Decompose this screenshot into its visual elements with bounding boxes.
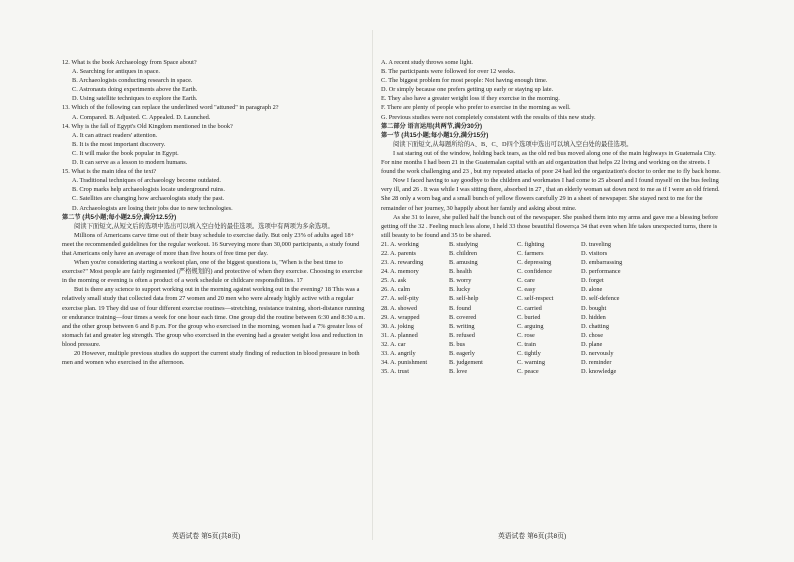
option-cell: 25. A. ask — [381, 277, 407, 285]
text-line: A. Compared. B. Adjusted. C. Appealed. D. Launched. — [72, 113, 211, 121]
option-cell: D. embarrassing — [581, 259, 623, 267]
option-cell: 24. A. memory — [381, 268, 419, 276]
text-line: 阅读下面短文,从短文后的选项中选出可以填入空白处的最佳选项。选项中有两项为多余选项。 — [74, 222, 334, 230]
text-line: C. Astronauts doing experiments above the Earth. — [72, 86, 198, 94]
text-line: Millions of Americans carve time out of their busy schedule to exercise daily. But only 23% of adults aged 18+ meet the recommended guidelines for the regular workout. 16 Surveying more than 30,000 participants, a study found that Americans only have an average of more than five hours of free time per day. — [62, 231, 360, 257]
option-cell: 27. A. self-pity — [381, 295, 419, 303]
option-cell: B. found — [449, 304, 472, 312]
right-page-column — [381, 58, 721, 376]
text-line: G. Previous studies were not completely consistent with the results of this new study. — [381, 113, 596, 121]
text-line: B. Archaeologists conducting research in space. — [72, 77, 193, 85]
option-cell: B. covered — [449, 313, 477, 321]
text-line: A. Traditional techniques of archaeology become outdated. — [72, 177, 221, 185]
option-cell: C. arguing — [517, 322, 544, 330]
option-cell: B. health — [449, 268, 472, 276]
option-cell: 30. A. joking — [381, 322, 414, 330]
text-line: A. Searching for antiques in space. — [72, 68, 160, 76]
option-cell: C. train — [517, 340, 536, 348]
footer-page-5: 英语试卷 第5页(共8页) — [172, 533, 241, 540]
option-cell: B. refused — [449, 331, 475, 339]
cloze-options-table — [381, 240, 721, 376]
option-cell: B. children — [449, 249, 477, 257]
text-line: 阅读下面短文,从每题所给的A、B、C、D四个选项中选出可以填入空白处的最佳选项。 — [393, 140, 633, 148]
option-cell: D. reminder — [581, 359, 612, 367]
option-cell: C. self-respect — [517, 295, 554, 303]
text-line: Now I faced having to say goodbye to the children and workmates I had come to 25 aboard and I found myself on the bus feeling very ill, and 26 . It was while I was sitting there, absorbed in 27 , that an elderly woman sat down next to me as if I were an old friend. She 28 only a worn bag and a small bunch of yellow flowers carefully 29 in a sheet of newspaper. She stayed next to me for the remainder of her journey, 30 happily about her family and asking about mine. — [381, 177, 720, 212]
text-line: 第一节 (共15小题;每小题1分,满分15分) — [381, 131, 489, 139]
option-cell: C. warning — [517, 359, 545, 367]
footer-page-6: 英语试卷 第6页(共8页) — [498, 533, 567, 540]
option-cell: D. visitors — [581, 249, 608, 257]
text-line: F. There are plenty of people who prefer to exercise in the morning as well. — [381, 104, 571, 112]
text-line: D. Archaeologists are losing their jobs due to new technologies. — [72, 204, 233, 212]
option-cell: 31. A. planned — [381, 331, 418, 339]
option-cell: B. eagerly — [449, 350, 475, 357]
option-cell: 26. A. calm — [381, 286, 411, 294]
text-line: E. They also have a greater weight loss if they exercise in the morning. — [381, 95, 560, 103]
option-cell: B. bus — [449, 340, 466, 348]
text-line: B. The participants were followed for over 12 weeks. — [381, 68, 516, 76]
text-line: When you're considering starting a workout plan, one of the biggest questions is, "When is the best time to exercise?" Most people are fairly regimented (严格规划的) and protective of when they exercise. Choosing to exercise in the morning or evening is often a product of a work schedule or childcare responsibilities. 17 — [62, 259, 363, 285]
option-cell: D. self-defence — [581, 295, 620, 303]
option-cell: C. buried — [517, 313, 541, 321]
option-cell: B. worry — [449, 277, 472, 285]
text-line: C. It will make the book popular in Egypt. — [72, 149, 179, 157]
text-line: But is there any science to support working out in the morning against working out in the evening? 18 This was a relatively small study that collected data from 27 women and 20 men who were already highly active with a regular exercise plan. 19 They did use of four different exercise routines—stretching, resistance training, short-distance running or endurance training—four times a week for one hour each time. One group did the routine between 6:30 and 8:30 a.m. and the other group between 6 and 8 p.m. For the group who exercised in the morning, women had a 7% greater loss of stomach fat and greater leg strength. The group who exercised in the evening had a greater weight loss and reduction in blood pressure. — [62, 286, 366, 348]
text-line: B. It is the most important discovery. — [72, 140, 166, 148]
option-cell: D. traveling — [581, 240, 612, 248]
option-cell: D. chose — [581, 331, 604, 339]
option-cell: D. bought — [581, 304, 607, 312]
text-line: A. A recent study throws some light. — [381, 59, 473, 66]
option-cell: C. fighting — [517, 240, 545, 248]
option-cell: 33. A. angrily — [381, 350, 416, 357]
option-cell: B. amusing — [449, 259, 478, 267]
text-line: I sat staring out of the window, holding back tears, as the old red bus moved along one of the main highways in Guatemala City. For nine months I had been 21 in the Guatemalan capital with an aid organization that helps 22 living and working on the streets. I found the work challenging and 23 , but my repeated attacks of poor 24 had led the organization's doctor to order me to fly back home. — [381, 149, 721, 176]
option-cell: D. knowledge — [581, 368, 617, 376]
option-cell: 35. A. trust — [381, 368, 409, 376]
option-cell: C. care — [517, 277, 535, 285]
text-line: As she 31 to leave, she pulled half the bunch out of the newspaper. She pushed them into my arms and gave me a blessing before getting off the 32 . Feeling much less alone, I held 33 those beautiful flowers;a 34 that even when life takes unexpected turns, there is still beauty to be found and 35 to be shared. — [381, 213, 719, 239]
option-cell: C. confidence — [517, 268, 552, 276]
option-cell: D. performance — [581, 268, 621, 276]
text-line: 13. Which of the following can replace the underlined word "attuned" in paragraph 2? — [62, 104, 279, 112]
option-cell: C. easy — [517, 286, 536, 294]
text-line: 15. What is the main idea of the text? — [62, 168, 157, 176]
text-line: 14. Why is the fall of Egypt's Old Kingdom mentioned in the book? — [62, 122, 233, 130]
option-cell: D. hidden — [581, 313, 606, 321]
option-cell: C. peace — [517, 368, 539, 376]
text-line: 第二部分 语言运用(共两节,满分30分) — [381, 122, 483, 130]
text-line: C. Satellites are changing how archaeologists study the past. — [72, 195, 225, 203]
option-cell: B. love — [449, 368, 468, 376]
page-fold-divider — [372, 30, 373, 540]
option-cell: C. farmers — [517, 249, 544, 257]
option-cell: 22. A. parents — [381, 249, 416, 257]
option-cell: 32. A. car — [381, 340, 406, 348]
text-line: B. Crop marks help archaeologists locate underground ruins. — [72, 186, 225, 194]
option-cell: 34. A. punishment — [381, 359, 428, 367]
option-cell: D. nervously — [581, 350, 614, 357]
text-line: A. It can attract readers' attention. — [72, 131, 158, 139]
option-cell: D. plane — [581, 340, 603, 348]
right-page-text — [381, 58, 721, 240]
text-line: D. It can serve as a lesson to modern humans. — [72, 159, 188, 167]
option-cell: B. judgement — [449, 359, 483, 367]
text-line: C. The biggest problem for most people: Not having enough time. — [381, 77, 548, 85]
text-line: D. Using satellite techniques to explore the Earth. — [72, 95, 198, 103]
text-line: 20 However, multiple previous studies do support the current study finding of reduction in blood pressure in both men and women who exercised in the afternoon. — [62, 350, 360, 367]
text-line: 12. What is the book Archaeology from Space about? — [62, 59, 197, 66]
option-cell: B. studying — [449, 240, 479, 248]
text-line: D. Or simply because one prefers getting up early or staying up late. — [381, 86, 554, 94]
option-cell: B. self-help — [449, 295, 479, 303]
option-cell: B. writing — [449, 322, 475, 330]
option-cell: 23. A. rewarding — [381, 259, 424, 267]
option-cell: 21. A. working — [381, 240, 419, 248]
option-cell: D. alone — [581, 286, 603, 294]
option-cell: C. rose — [517, 331, 535, 339]
option-cell: 28. A. showed — [381, 304, 418, 312]
option-cell: C. depressing — [517, 259, 552, 267]
option-cell: C. tightly — [517, 350, 541, 357]
option-cell: B. lucky — [449, 286, 471, 294]
option-cell: D. forget — [581, 277, 604, 285]
option-cell: 29. A. wrapped — [381, 313, 420, 321]
option-cell: D. chatting — [581, 322, 609, 330]
option-cell: C. carried — [517, 304, 542, 312]
left-page-column — [62, 58, 366, 367]
text-line: 第二节 (共5小题;每小题2.5分,满分12.5分) — [62, 213, 177, 221]
